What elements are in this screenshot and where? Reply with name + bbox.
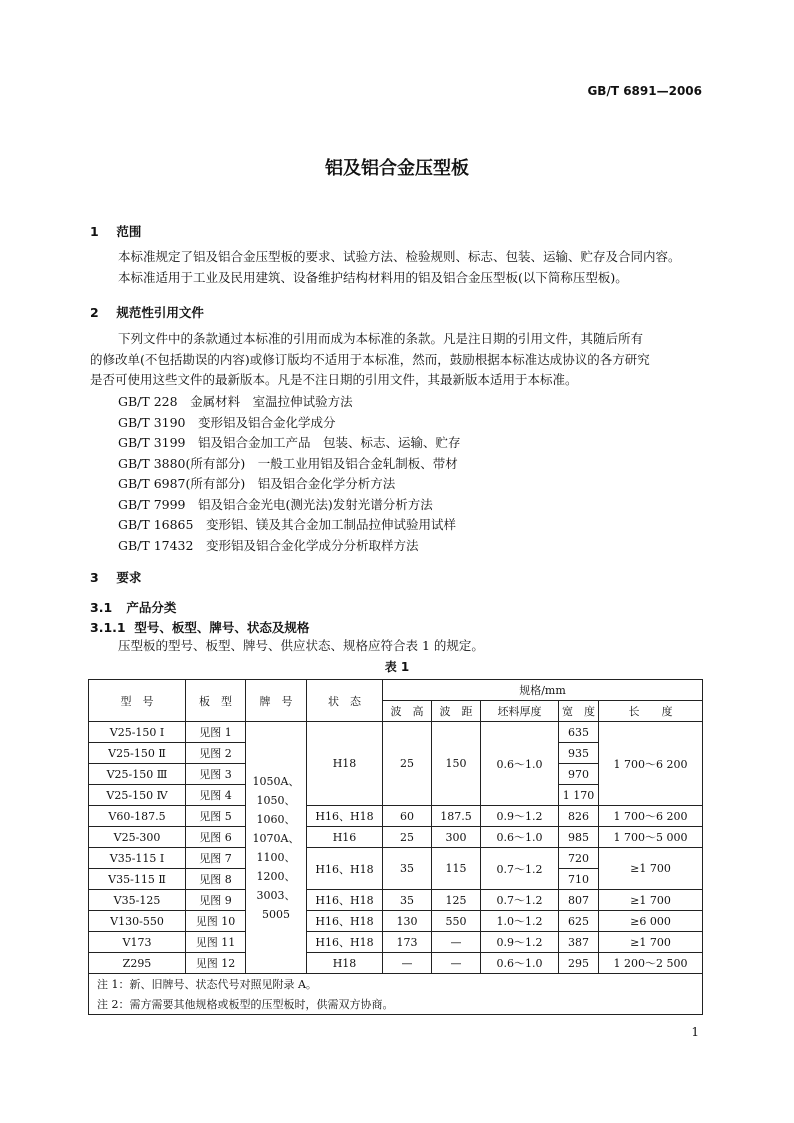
cell-width: 985	[559, 827, 599, 848]
table-row	[89, 890, 703, 911]
cell-blank-thickness: 0.6～1.0	[481, 722, 559, 806]
cell-model: V25-150 Ⅱ	[89, 743, 186, 764]
cell-model: V25-150 Ⅳ	[89, 785, 186, 806]
text: 本标准适用于工业及民用建筑、设备维护结构材料用的铝及铝合金压型板(以下简称压型板)。	[118, 270, 628, 285]
col-model: 型 号	[89, 680, 186, 722]
ref-name: 变形铝及铝合金化学成分分析取样方法	[205, 537, 419, 553]
table-note-row	[89, 974, 703, 995]
cell-wave-pitch: 125	[432, 890, 481, 911]
ref-name: 铝及铝合金光电(测光法)发射光谱分析方法	[198, 496, 433, 512]
table-note: 注 2：需方需要其他规格或板型的压型板时，供需双方协商。	[89, 994, 703, 1015]
col-width: 宽 度	[559, 701, 599, 722]
reference-item	[118, 454, 461, 475]
section-2-para-line-1	[90, 329, 704, 350]
table-note-row	[89, 994, 703, 1015]
cell-blank-thickness: 0.9～1.2	[481, 932, 559, 953]
col-length: 长 度	[599, 701, 703, 722]
cell-width: 625	[559, 911, 599, 932]
cell-plate: 见图 8	[186, 869, 246, 890]
section-title: 型号、板型、牌号、状态及规格	[134, 620, 310, 635]
cell-wave-pitch: 150	[432, 722, 481, 806]
cell-width: 970	[559, 764, 599, 785]
ref-name: 变形铝及铝合金化学成分	[198, 414, 336, 430]
table-header-row	[89, 680, 703, 701]
cell-temper: H16、H18	[307, 848, 383, 890]
cell-plate: 见图 9	[186, 890, 246, 911]
cell-wave-pitch: 300	[432, 827, 481, 848]
reference-list	[118, 392, 461, 556]
cell-wave-height: 25	[383, 722, 432, 806]
cell-width: 720	[559, 848, 599, 869]
section-1-para-1	[90, 247, 704, 268]
text: 本标准规定了铝及铝合金压型板的要求、试验方法、检验规则、标志、包装、运输、贮存及合同内容。	[118, 249, 681, 264]
cell-length: 1 700～6 200	[599, 722, 703, 806]
section-title: 要求	[116, 570, 142, 585]
cell-blank-thickness: 0.6～1.0	[481, 827, 559, 848]
reference-item	[118, 495, 461, 516]
cell-plate: 见图 5	[186, 806, 246, 827]
cell-width: 826	[559, 806, 599, 827]
table-row	[89, 953, 703, 974]
text: 下列文件中的条款通过本标准的引用而成为本标准的条款。凡是注日期的引用文件，其随后所有	[118, 331, 644, 346]
ref-code: GB/T 228	[118, 394, 178, 409]
cell-width: 295	[559, 953, 599, 974]
cell-model: V25-150 Ⅲ	[89, 764, 186, 785]
section-number: 1	[90, 224, 99, 239]
cell-length: ≥1 700	[599, 848, 703, 890]
cell-model: V25-150 Ⅰ	[89, 722, 186, 743]
text: 压型板的型号、板型、牌号、供应状态、规格应符合表 1 的规定。	[118, 638, 484, 653]
section-number: 3	[90, 570, 99, 585]
cell-wave-pitch: 115	[432, 848, 481, 890]
cell-model: Z295	[89, 953, 186, 974]
ref-code: GB/T 3880(所有部分)	[118, 455, 246, 471]
cell-wave-height: 173	[383, 932, 432, 953]
cell-width: 807	[559, 890, 599, 911]
cell-wave-pitch: —	[432, 932, 481, 953]
section-number: 3.1.1	[90, 620, 126, 635]
ref-name: 铝及铝合金化学分析方法	[257, 476, 396, 491]
cell-plate: 见图 10	[186, 911, 246, 932]
section-number: 2	[90, 305, 99, 320]
reference-item	[118, 474, 461, 495]
section-3-1-1-para	[90, 636, 704, 657]
reference-item	[118, 515, 461, 536]
section-2-para-line-3: 是否可使用这些文件的最新版本。凡是不注日期的引用文件，其最新版本适用于本标准。	[90, 372, 578, 387]
cell-width: 710	[559, 869, 599, 890]
col-wave-pitch: 波 距	[432, 701, 481, 722]
col-plate: 板 型	[186, 680, 246, 722]
cell-length: 1 200～2 500	[599, 953, 703, 974]
cell-width: 935	[559, 743, 599, 764]
table-note: 注 1：新、旧牌号、状态代号对照见附录 A。	[89, 974, 703, 995]
cell-wave-height: 130	[383, 911, 432, 932]
reference-item	[118, 392, 461, 413]
cell-model: V60-187.5	[89, 806, 186, 827]
ref-code: GB/T 17432	[118, 537, 194, 553]
section-title: 规范性引用文件	[116, 305, 204, 320]
col-wave-height: 波 高	[383, 701, 432, 722]
reference-item	[118, 433, 461, 454]
section-1-heading	[90, 222, 141, 240]
table-row	[89, 848, 703, 869]
cell-length: ≥1 700	[599, 932, 703, 953]
cell-model: V130-550	[89, 911, 186, 932]
cell-temper: H16、H18	[307, 911, 383, 932]
cell-wave-height: 35	[383, 848, 432, 890]
cell-width: 635	[559, 722, 599, 743]
col-temper: 状 态	[307, 680, 383, 722]
cell-model: V35-115 Ⅱ	[89, 869, 186, 890]
cell-temper: H18	[307, 953, 383, 974]
reference-item	[118, 413, 461, 434]
cell-wave-height: 35	[383, 890, 432, 911]
cell-grades: 1050A、 1050、 1060、 1070A、 1100、 1200、 3003、 5005	[246, 722, 307, 974]
cell-plate: 见图 1	[186, 722, 246, 743]
cell-plate: 见图 3	[186, 764, 246, 785]
cell-temper: H16、H18	[307, 806, 383, 827]
ref-name: 一般工业用铝及铝合金轧制板、带材	[257, 455, 458, 471]
ref-code: GB/T 7999	[118, 496, 186, 512]
table-row	[89, 911, 703, 932]
cell-model: V25-300	[89, 827, 186, 848]
cell-blank-thickness: 0.7～1.2	[481, 890, 559, 911]
cell-length: 1 700～6 200	[599, 806, 703, 827]
section-3-1-1-heading	[90, 618, 309, 636]
ref-code: GB/T 16865	[118, 517, 194, 532]
cell-wave-pitch: 550	[432, 911, 481, 932]
col-blank-thickness: 坯料厚度	[481, 701, 559, 722]
section-title: 范围	[116, 224, 142, 239]
ref-code: GB/T 3199	[118, 435, 186, 450]
cell-plate: 见图 12	[186, 953, 246, 974]
ref-code: GB/T 6987(所有部分)	[118, 476, 246, 491]
cell-wave-height: —	[383, 953, 432, 974]
cell-length: ≥6 000	[599, 911, 703, 932]
reference-item	[118, 536, 461, 557]
table-row	[89, 827, 703, 848]
cell-wave-pitch: —	[432, 953, 481, 974]
cell-model: V35-115 Ⅰ	[89, 848, 186, 869]
cell-temper: H16	[307, 827, 383, 848]
cell-plate: 见图 2	[186, 743, 246, 764]
cell-wave-height: 60	[383, 806, 432, 827]
table-caption: 表 1	[384, 660, 410, 674]
cell-width: 387	[559, 932, 599, 953]
cell-blank-thickness: 0.7～1.2	[481, 848, 559, 890]
spec-table	[88, 679, 703, 1015]
ref-name: 铝及铝合金加工产品 包装、标志、运输、贮存	[198, 435, 461, 450]
standard-number: GB/T 6891—2006	[587, 84, 702, 98]
cell-temper: H18	[307, 722, 383, 806]
ref-name: 变形铝、镁及其合金加工制品拉伸试验用试样	[205, 517, 456, 532]
table-row	[89, 722, 703, 743]
table-row	[89, 932, 703, 953]
cell-model: V173	[89, 932, 186, 953]
cell-blank-thickness: 1.0～1.2	[481, 911, 559, 932]
cell-width: 1 170	[559, 785, 599, 806]
cell-temper: H16、H18	[307, 932, 383, 953]
col-spec: 规格/mm	[383, 680, 703, 701]
ref-name: 金属材料 室温拉伸试验方法	[190, 394, 353, 409]
cell-length: ≥1 700	[599, 890, 703, 911]
cell-model: V35-125	[89, 890, 186, 911]
cell-plate: 见图 6	[186, 827, 246, 848]
cell-plate: 见图 11	[186, 932, 246, 953]
cell-wave-pitch: 187.5	[432, 806, 481, 827]
page-number: 1	[691, 1025, 699, 1039]
section-2-heading	[90, 303, 204, 321]
section-number: 3.1	[90, 600, 113, 615]
section-title: 产品分类	[126, 600, 177, 615]
cell-plate: 见图 4	[186, 785, 246, 806]
section-2-para-line-2: 的修改单(不包括勘误的内容)或修订版均不适用于本标准，然而，鼓励根据本标准达成协议的各方研究	[90, 352, 650, 367]
cell-plate: 见图 7	[186, 848, 246, 869]
document-title: 铝及铝合金压型板	[325, 158, 469, 179]
ref-code: GB/T 3190	[118, 414, 186, 430]
cell-blank-thickness: 0.9～1.2	[481, 806, 559, 827]
section-3-1-heading	[90, 598, 176, 616]
section-3-heading	[90, 568, 141, 586]
cell-temper: H16、H18	[307, 890, 383, 911]
cell-wave-height: 25	[383, 827, 432, 848]
cell-blank-thickness: 0.6～1.0	[481, 953, 559, 974]
cell-length: 1 700～5 000	[599, 827, 703, 848]
section-1-para-2	[90, 268, 704, 289]
table-row	[89, 806, 703, 827]
col-grade: 牌 号	[246, 680, 307, 722]
